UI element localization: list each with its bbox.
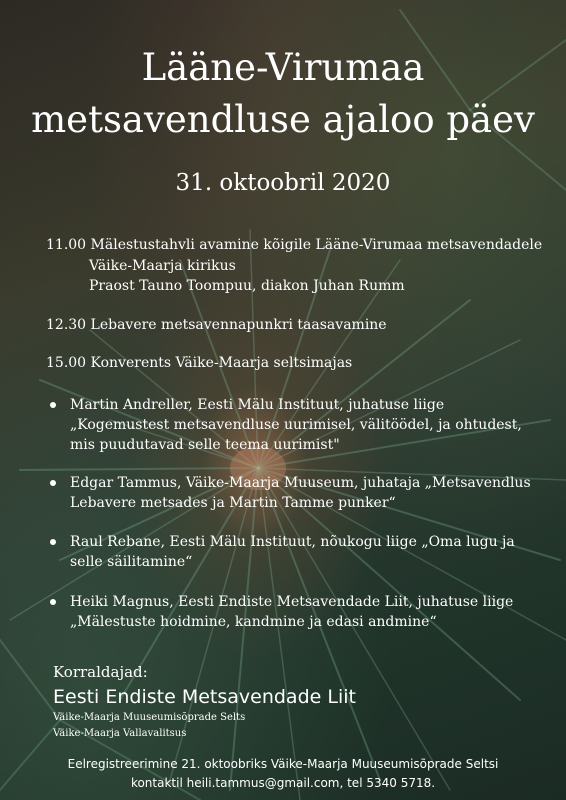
program-item-1-line-1: 11.00 Mälestustahvli avamine kõigile Lääne-Virumaa metsavendadele [46, 237, 543, 253]
bullet-icon [50, 599, 56, 605]
program-item-2: 12.30 Lebavere metsavennapunkri taasavamine [46, 317, 387, 333]
speaker-2-line-2: Lebavere metsades ja Martin Tamme punker“ [70, 495, 396, 511]
organizer-3: Väike-Maarja Vallavalitsus [53, 728, 187, 739]
bullet-icon [50, 480, 56, 486]
registration-line-2: kontaktil heili.tammus@gmail.com, tel 5340 5718. [130, 776, 436, 790]
registration-line-1: Eelregistreerimine 21. oktoobriks Väike-Maarja Muuseumisõprade Seltsi [67, 757, 499, 771]
organizer-main: Eesti Endiste Metsavendade Liit [53, 686, 356, 708]
speaker-3-line-1: Raul Rebane, Eesti Mälu Instituut, nõukogu liige „Oma lugu ja [70, 534, 515, 550]
program-item-1-line-3: Praost Tauno Toompuu, diakon Juhan Rumm [89, 278, 405, 294]
title-line-2: metsavendluse ajaloo päev [31, 98, 535, 141]
speaker-1-line-3: mis puudutavad selle teema uurimist" [70, 437, 340, 453]
event-date: 31. oktoobril 2020 [175, 170, 391, 196]
speaker-2-line-1: Edgar Tammus, Väike-Maarja Muuseum, juhataja „Metsavendlus [70, 475, 531, 491]
speaker-4-line-1: Heiki Magnus, Eesti Endiste Metsavendade Liit, juhatuse liige [70, 594, 514, 610]
speaker-4-line-2: „Mälestuste hoidmine, kandmine ja edasi andmine“ [70, 614, 437, 630]
bullet-icon [50, 539, 56, 545]
title-line-1: Lääne-Virumaa [141, 46, 425, 89]
speaker-1-line-2: „Kogemustest metsavendluse uurimisel, välitöödel, ja ohtudest, [70, 417, 522, 433]
organizers-label: Korraldajad: [53, 663, 148, 681]
speaker-3-line-2: selle säilitamine“ [70, 554, 193, 570]
speaker-1-line-1: Martin Andreller, Eesti Mälu Instituut, juhatuse liige [70, 397, 445, 413]
bullet-icon [50, 402, 56, 408]
organizer-2: Väike-Maarja Muuseumisõprade Selts [53, 712, 246, 723]
program-item-1-line-2: Väike-Maarja kirikus [89, 258, 236, 274]
program-item-3: 15.00 Konverents Väike-Maarja seltsimajas [46, 355, 353, 371]
